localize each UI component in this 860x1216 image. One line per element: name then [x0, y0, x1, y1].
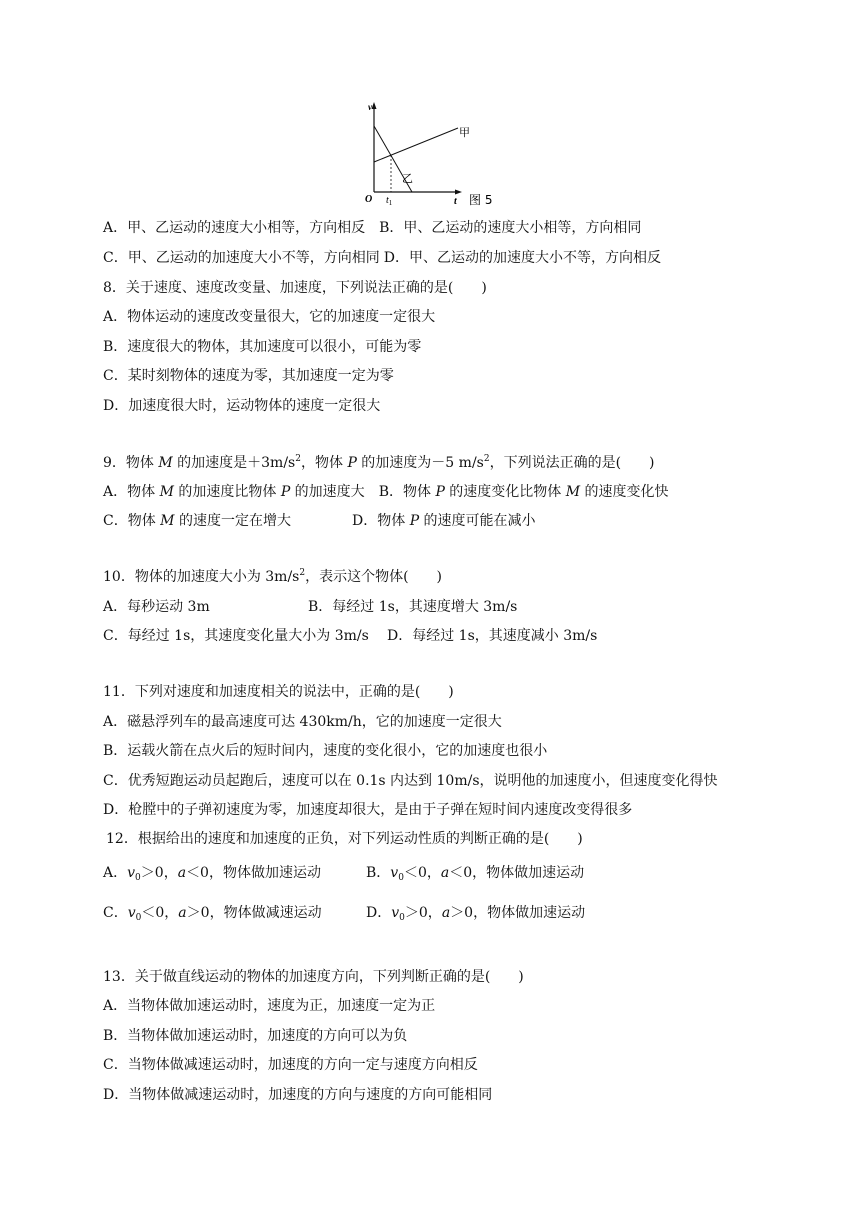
- label-jia: 甲: [459, 126, 470, 139]
- q7-option-c: C．甲、乙运动的加速度大小不等，方向相同: [103, 250, 380, 266]
- q10-option-d: D．每经过 1s，其速度减小 3m/s: [387, 628, 598, 644]
- q13-stem: 13．关于做直线运动的物体的加速度方向，下列判断正确的是( ): [103, 969, 524, 985]
- q13-option-a: A．当物体做加速运动时，速度为正，加速度一定为正: [103, 998, 436, 1014]
- q7-options-row-1: [103, 218, 641, 238]
- q8-option-a: A．物体运动的速度改变量很大，它的加速度一定很大: [103, 309, 436, 325]
- q8-stem: 8．关于速度、速度改变量、加速度，下列说法正确的是( ): [103, 280, 487, 296]
- q8-option-b: B．速度很大的物体，其加速度可以很小，可能为零: [103, 339, 422, 355]
- q12-stem: 12．根据给出的速度和加速度的正负，对下列运动性质的判断正确的是( ): [106, 831, 583, 847]
- q12-option-b: B．$v_0<0$，a＜0，物体做加速运动: [366, 865, 585, 883]
- q9-stem: 9．物体 M 的加速度是$+3m/s^2$，物体 P 的加速度为－5 $m/s^2$，下列说法正确的是( ): [103, 454, 655, 471]
- q9-option-d: D．物体 P 的速度可能在减小: [352, 513, 536, 529]
- q9-options-row-1: [103, 482, 669, 502]
- q11-option-c: C．优秀短跑运动员起跑后，速度可以在 0.1s 内达到 10m/s，说明他的加速度小，但速度变化得快: [103, 773, 718, 789]
- q7-option-d: D．甲、乙运动的加速度大小不等，方向相反: [383, 250, 661, 266]
- figure-caption: 图 5: [469, 193, 493, 207]
- q13-option-d: D．当物体做减速运动时，加速度的方向与速度的方向可能相同: [103, 1087, 493, 1103]
- q9-options-row-2: [103, 511, 291, 531]
- q10-stem: 10．物体的加速度大小为 $3m/s^2$，表示这个物体( ): [103, 568, 443, 585]
- q13-option-c: C．当物体做减速运动时，加速度的方向一定与速度方向相反: [103, 1057, 478, 1073]
- q9-option-b: B．物体 P 的速度变化比物体 M 的速度变化快: [378, 484, 669, 500]
- vt-graph: [362, 98, 502, 208]
- origin-label: O: [365, 194, 373, 205]
- q11-option-a: A．磁悬浮列车的最高速度可达 430km/h，它的加速度一定很大: [103, 714, 502, 730]
- q13-option-b: B．当物体做加速运动时，加速度的方向可以为负: [103, 1028, 408, 1044]
- q9-option-c: C．物体 M 的速度一定在增大: [103, 513, 291, 529]
- q11-option-b: B．运载火箭在点火后的短时间内，速度的变化很小，它的加速度也很小: [103, 743, 548, 759]
- q12-option-d: D．$v_0>0$，a＞0，物体做加速运动: [366, 905, 586, 923]
- q7-option-b: B．甲、乙运动的速度大小相等，方向相同: [379, 220, 642, 236]
- v-axis-arrow: [372, 102, 377, 109]
- q11-stem: 11．下列对速度和加速度相关的说法中，正确的是( ): [103, 684, 454, 700]
- q8-option-c: C．某时刻物体的速度为零，其加速度一定为零: [103, 368, 394, 384]
- q12-option-c: C．$v_0<0$，a＞0，物体做减速运动: [103, 905, 322, 923]
- label-yi: 乙: [402, 172, 413, 185]
- axis-v-label: v: [368, 102, 372, 112]
- line-jia: [374, 128, 458, 162]
- t-axis-arrow: [455, 190, 462, 195]
- q12-option-a: A．$v_0>0$，a＜0，物体做加速运动: [103, 865, 321, 883]
- t1-label: $t_1$: [386, 195, 393, 207]
- axis-t-label: t: [454, 196, 457, 207]
- q10-option-b: B．每经过 1s，其速度增大 3m/s: [308, 599, 518, 615]
- q9-option-a: A．物体 M 的加速度比物体 P 的加速度大: [103, 484, 365, 500]
- q8-option-d: D．加速度很大时，运动物体的速度一定很大: [103, 398, 381, 414]
- vt-graph-figure: [362, 98, 502, 208]
- q7-options-row-2: [103, 248, 661, 268]
- q10-option-a: A．每秒运动 3m: [103, 599, 210, 615]
- q11-option-d: D．枪膛中的子弹初速度为零，加速度却很大，是由于子弹在短时间内速度改变得很多: [103, 802, 633, 818]
- q7-option-a: A．甲、乙运动的速度大小相等，方向相反: [103, 220, 366, 236]
- q10-option-c: C．每经过 1s，其速度变化量大小为 3m/s: [103, 628, 369, 644]
